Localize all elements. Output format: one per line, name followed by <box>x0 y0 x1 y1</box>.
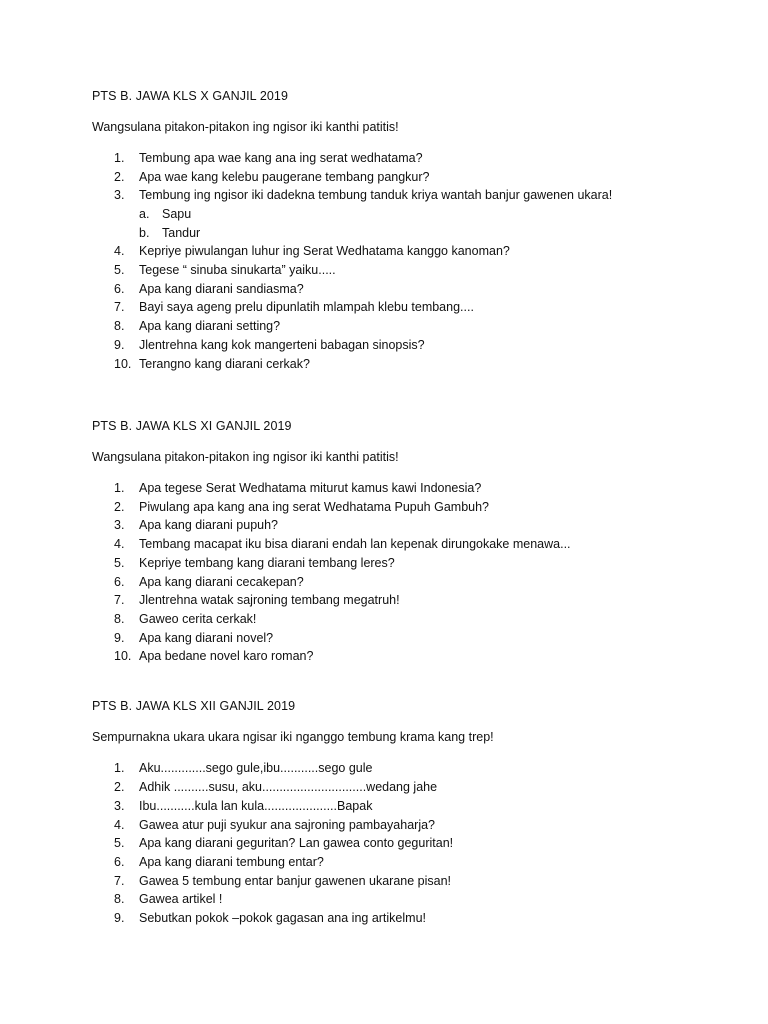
question-text: Apa kang diarani sandiasma? <box>139 282 304 296</box>
question-number: 1. <box>114 481 125 495</box>
section-instruction-x: Wangsulana pitakon-pitakon ing ngisor iki kanthi patitis! <box>92 120 399 134</box>
section-heading-x: PTS B. JAWA KLS X GANJIL 2019 <box>92 89 289 103</box>
question-text: Gaweo cerita cerkak! <box>139 612 257 626</box>
question-number: 8. <box>114 319 125 333</box>
question-text: Tembung apa wae kang ana ing serat wedhatama? <box>139 151 423 165</box>
question-text: Apa wae kang kelebu paugerane tembang pangkur? <box>139 170 430 184</box>
question-text: Apa kang diarani novel? <box>139 631 274 645</box>
question-text: Apa kang diarani setting? <box>139 319 281 333</box>
question-text: Ibu...........kula lan kula.....................Bapak <box>139 799 373 813</box>
question-number: 4. <box>114 244 125 258</box>
question-number: 1. <box>114 151 125 165</box>
question-text: Apa kang diarani pupuh? <box>139 518 279 532</box>
question-text: Piwulang apa kang ana ing serat Wedhatama Pupuh Gambuh? <box>139 500 490 514</box>
question-number: 2. <box>114 170 125 184</box>
question-number: 2. <box>114 780 125 794</box>
question-text: Adhik ..........susu, aku..............................wedang jahe <box>139 780 438 794</box>
question-text: Terangno kang diarani cerkak? <box>139 357 310 371</box>
question-text: Apa kang diarani tembung entar? <box>139 855 324 869</box>
question-number: 9. <box>114 338 125 352</box>
question-text: Jlentrehna watak sajroning tembang megatruh! <box>139 593 400 607</box>
question-text: Apa kang diarani geguritan? Lan gawea conto geguritan! <box>139 836 454 850</box>
question-number: 4. <box>114 537 125 551</box>
question-number: 5. <box>114 836 125 850</box>
question-text: Kepriye piwulangan luhur ing Serat Wedhatama kanggo kanoman? <box>139 244 510 258</box>
sub-item-text: Sapu <box>162 207 192 221</box>
question-number: 5. <box>114 556 125 570</box>
question-text: Tembang macapat iku bisa diarani endah lan kepenak dirungokake menawa... <box>139 537 571 551</box>
question-number: 2. <box>114 500 125 514</box>
question-text: Apa kang diarani cecakepan? <box>139 575 304 589</box>
question-number: 6. <box>114 855 125 869</box>
question-text: Jlentrehna kang kok mangerteni babagan sinopsis? <box>139 338 425 352</box>
question-number: 6. <box>114 282 125 296</box>
sub-item-letter: a. <box>139 207 150 221</box>
question-number: 4. <box>114 818 125 832</box>
question-number: 10. <box>114 357 132 371</box>
question-number: 3. <box>114 799 125 813</box>
question-number: 8. <box>114 612 125 626</box>
question-text: Gawea 5 tembung entar banjur gawenen ukarane pisan! <box>139 874 452 888</box>
question-text: Apa bedane novel karo roman? <box>139 649 314 663</box>
question-number: 1. <box>114 761 125 775</box>
question-number: 6. <box>114 575 125 589</box>
section-heading-xi: PTS B. JAWA KLS XI GANJIL 2019 <box>92 419 292 433</box>
question-text: Gawea atur puji syukur ana sajroning pambayaharja? <box>139 818 436 832</box>
section-instruction-xi: Wangsulana pitakon-pitakon ing ngisor iki kanthi patitis! <box>92 450 399 464</box>
question-number: 5. <box>114 263 125 277</box>
question-number: 10. <box>114 649 132 663</box>
question-number: 9. <box>114 631 125 645</box>
question-number: 3. <box>114 518 125 532</box>
sub-item-text: Tandur <box>162 226 201 240</box>
question-number: 7. <box>114 593 125 607</box>
question-number: 3. <box>114 188 125 202</box>
question-text: Tembung ing ngisor iki dadekna tembung tanduk kriya wantah banjur gawenen ukara! <box>139 188 613 202</box>
question-number: 7. <box>114 874 125 888</box>
sub-item-letter: b. <box>139 226 150 240</box>
question-text: Bayi saya ageng prelu dipunlatih mlampah klebu tembang.... <box>139 300 474 314</box>
question-text: Apa tegese Serat Wedhatama miturut kamus kawi Indonesia? <box>139 481 482 495</box>
question-text: Gawea artikel ! <box>139 892 223 906</box>
question-text: Kepriye tembang kang diarani tembang leres? <box>139 556 395 570</box>
question-text: Sebutkan pokok –pokok gagasan ana ing artikelmu! <box>139 911 426 925</box>
question-number: 8. <box>114 892 125 906</box>
question-number: 9. <box>114 911 125 925</box>
question-number: 7. <box>114 300 125 314</box>
question-text: Tegese “ sinuba sinukarta” yaiku..... <box>139 263 336 277</box>
section-heading-xii: PTS B. JAWA KLS XII GANJIL 2019 <box>92 699 296 713</box>
question-text: Aku.............sego gule,ibu...........sego gule <box>139 761 373 775</box>
section-instruction-xii: Sempurnakna ukara ukara ngisar iki nganggo tembung krama kang trep! <box>92 730 494 744</box>
